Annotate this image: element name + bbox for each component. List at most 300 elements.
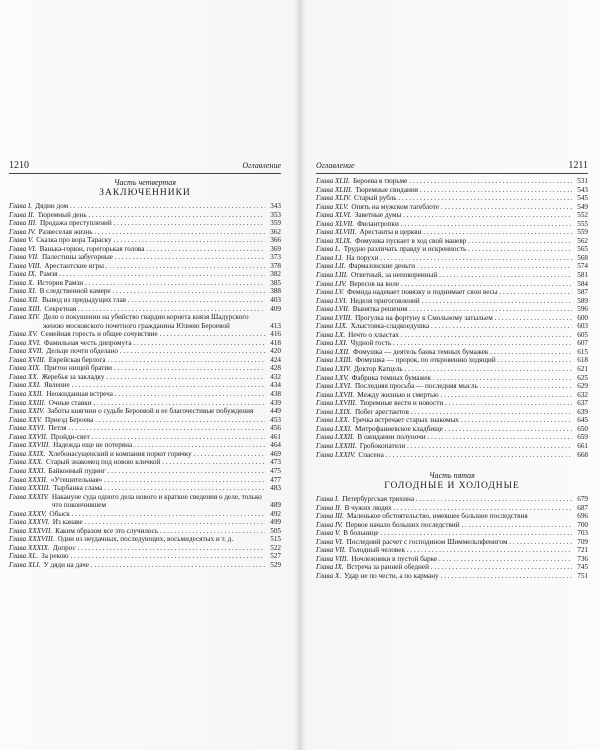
chapter-page: 639 [577,407,588,416]
chapter-title: Неожиданная встреча . . . [46,390,265,399]
chapter-title: Дело о покушении на убийство гвардии корнета князя Шадурского женою московского почетного гражданина Юлиею Бероевой [43,313,249,330]
chapter-label: Глава II. [9,210,35,219]
chapter-label: Глава XLII. [316,177,350,185]
running-title: Оглавление [242,161,281,170]
chapter-label: Глава XIII. [9,304,42,313]
chapter-title: Рамзя . . . [40,270,265,279]
chapter-label: Глава LXXI. [316,424,352,433]
chapter-page: 545 [577,194,588,203]
right-page [316,160,588,700]
running-title: Оглавление [316,161,355,170]
chapter-page: 420 [270,347,281,356]
chapter-page: 359 [270,219,281,228]
chapter-label: Глава XXI. [9,381,41,390]
chapter-title: Тюремный день . . . [38,211,265,220]
toc-entry [316,572,588,581]
chapter-label: Глава XL. [9,552,39,561]
chapter-label: Глава XVI. [9,338,41,347]
toc-entry [316,495,588,504]
chapter-title: Фомушка пускает в ход свой маневр . . . [355,237,572,246]
chapter-title: В следственной камере . . . [40,287,265,296]
chapter-page: 438 [270,390,281,399]
toc-entry [316,331,588,340]
toc-entry [316,322,588,331]
chapter-label: Глава XXXII. [9,475,48,484]
chapter-title: Опять на мужском тагеблоте . . . [351,203,572,212]
chapter-label: Глава LXI. [316,339,348,348]
toc-entry [9,219,281,228]
toc-entry [9,381,281,390]
chapter-title: Заботы княгини о судьбе Бероевой и ее благочестивые побуждения [47,407,254,416]
page-number: 1210 [9,160,29,171]
chapter-label: Глава LXXIV. [316,450,356,459]
chapter-label: Глава LXVI. [316,382,352,391]
chapter-title: Нечто о хлыстах . . . [348,331,572,340]
chapter-title: Вересов на воле . . . [350,280,572,289]
part-title: Часть четвертая [113,178,177,187]
toc-entry [9,279,281,288]
chapter-page: 449 [270,407,281,416]
chapter-label: Глава IX. [9,270,37,279]
toc-entry [9,484,281,493]
chapter-title: Ответный, за непокоренный . . . [351,271,572,280]
chapter-label: Глава I. [9,202,33,210]
chapter-page: 492 [270,509,281,518]
chapter-page: 600 [577,313,588,322]
toc-entry [9,330,281,339]
chapter-title: Палестины забугорные . . . [42,253,265,262]
chapter-label: Глава III. [316,512,344,521]
chapter-page: 416 [270,330,281,339]
chapter-page: 552 [577,211,588,220]
toc-entry [316,504,588,513]
chapter-label: Глава XLIII. [316,185,353,194]
chapter-title: Жеребья за закладку . . . [42,373,265,382]
chapter-page: 529 [270,560,281,569]
chapter-page: 661 [577,441,588,450]
toc-entry [316,228,588,237]
toc-entry [9,364,281,373]
chapter-label: Глава XXXIX. [9,543,50,552]
chapter-page: 721 [577,546,588,555]
chapter-title: История Рамзи . . . [37,279,265,288]
chapter-page: 625 [577,373,588,382]
section-title: ЗАКЛЮЧЕННИКИ [99,188,191,198]
left-page [9,160,281,700]
chapter-title: Хлебонасущенский и компания порют горячку . . . [48,450,265,459]
chapter-page: 522 [270,543,281,552]
chapter-label: Глава XXVII. [9,432,48,441]
chapter-title: Фамильная честь дипромута . . . [44,339,265,348]
chapter-title: Очные ставки . . . [49,399,265,408]
chapter-title: Трудно различать правду и искренность . . . [344,245,572,254]
toc-entry [9,561,281,570]
chapter-page: 637 [577,399,588,408]
chapter-title: Заветные думы . . . [355,211,572,220]
chapter-title: Фармазонские деньги . . . [349,262,572,271]
toc-list [316,495,588,580]
chapter-page: 403 [270,296,281,305]
chapter-title: Петербургская трихина . . . [342,495,572,504]
chapter-title: Дядин дом . . . [35,202,265,211]
chapter-label: Глава VIII. [316,554,349,563]
chapter-label: Глава LXII. [316,347,350,356]
toc-entry [9,262,281,271]
chapter-title: Первое начало больших последствий . . . [346,521,572,530]
chapter-title: Накануне суда одного дела нового и краткие сведения о деле, только что покончившем [51,492,262,510]
toc-entry [9,441,281,450]
toc-entry [9,476,281,485]
header-rule [9,173,281,174]
chapter-label: Глава XXXVIII. [9,535,55,544]
chapter-page: 696 [577,512,588,521]
chapter-title: Встреча за ранней обедней . . . [347,563,572,572]
chapter-title: Фомушка — пророк, по откровению ходящий . . . [355,356,572,365]
toc-entry [9,356,281,365]
chapter-title: Филантропки . . . [357,220,572,229]
chapter-page: 596 [577,305,588,314]
chapter-label: Глава XXXI. [9,466,46,475]
toc-entry [9,313,281,330]
toc-entry [316,237,588,246]
chapter-label: Глава VIII. [9,261,42,270]
chapter-label: Глава LI. [316,253,344,262]
chapter-page: 549 [577,202,588,211]
chapter-page: 555 [577,219,588,228]
toc-entry [316,280,588,289]
chapter-page: 515 [270,535,281,544]
chapter-title: Неделя пригоговлений . . . [350,297,572,306]
toc-entry [9,458,281,467]
toc-entry [9,253,281,262]
chapter-label: Глава VI. [316,537,344,546]
chapter-label: Глава LXX. [316,416,350,425]
chapter-page: 428 [270,364,281,373]
toc-entry [9,433,281,442]
chapter-label: Глава XXII. [9,390,44,399]
chapter-label: Глава XXVI. [9,424,46,433]
chapter-title: Арестантские игры . . . [44,262,265,271]
toc-entry [316,391,588,400]
toc-entry [316,177,588,186]
toc-entry [316,408,588,417]
chapter-label: Глава IV. [9,227,36,236]
chapter-label: Глава XXV. [9,415,43,424]
chapter-title: Голодный человек . . . [349,546,572,555]
chapter-label: Глава LVI. [316,296,348,305]
chapter-title: Арестанты в церкви . . . [359,228,572,237]
chapter-title: Старый рубль . . . [354,194,572,203]
toc-entry [9,211,281,220]
toc-entry [9,527,281,536]
toc-entry [316,356,588,365]
toc-entry [9,467,281,476]
chapter-page: 473 [270,458,281,467]
chapter-label: Глава VII. [9,253,39,262]
toc-entry [9,399,281,408]
chapter-title: Обыск . . . [49,510,265,519]
chapter-page: 703 [577,529,588,538]
chapter-label: Глава XV. [9,330,38,339]
chapter-title: Допрос . . . [53,544,265,553]
toc-entry [9,518,281,527]
toc-entry [316,365,588,374]
chapter-label: Глава LXIII. [316,356,353,365]
chapter-title: Ночлежники в пустой барке . . . [351,555,572,564]
chapter-label: Глава XII. [9,296,39,305]
toc-entry [316,254,588,263]
chapter-title: Фомушка — деятель банка темных бумажек . . . [353,348,572,357]
toc-entry [9,493,281,510]
chapter-label: Глава LXXII. [316,433,355,442]
chapter-label: Глава II. [316,503,342,512]
chapter-title: Притон нищей братии . . . [44,364,265,373]
chapter-label: Глава XXIII. [9,398,46,407]
toc-entry [316,211,588,220]
chapter-label: Глава XLIV. [316,194,352,203]
chapter-title: Удар не по чести, а по карману . . . [344,572,572,581]
toc-entry [316,305,588,314]
toc-entry [316,442,588,451]
chapter-title: Последняя просьба — последняя мысль . . . [355,382,572,391]
chapter-page: 456 [270,424,281,433]
toc-entry [316,203,588,212]
chapter-page: 434 [270,381,281,390]
chapter-label: Глава L. [316,245,341,254]
chapter-title: Ванька-горюн, горегорькая голова . . . [40,245,265,254]
toc-entry [9,228,281,237]
toc-entry [9,407,281,416]
chapter-page: 709 [577,537,588,546]
part-title: Часть пятая [429,471,475,481]
chapter-label: Глава LVIII. [316,313,353,322]
chapter-page: 373 [270,253,281,262]
chapter-title: Бероева в тюрьме . . . [353,177,572,186]
chapter-label: Глава LVII. [316,305,350,314]
chapter-label: Глава XXXIV. [9,492,49,501]
chapter-page: 589 [577,296,588,305]
chapter-page: 605 [577,330,588,339]
chapter-label: Глава LXV. [316,373,349,382]
toc-entry [9,552,281,561]
chapter-page: 385 [270,278,281,287]
toc-entry [316,314,588,323]
chapter-label: Глава XLI. [9,560,41,569]
toc-entry [9,296,281,305]
chapter-label: Глава LXVIII. [316,399,357,408]
toc-entry [316,529,588,538]
toc-entry [9,202,281,211]
chapter-title: Хлыстовка-сладкоедушка . . . [351,322,572,331]
toc-entry [316,555,588,564]
chapter-page: 621 [577,365,588,374]
chapter-label: Глава XLVIII. [316,228,357,237]
toc-list [9,202,281,570]
chapter-label: Глава XXIV. [9,407,45,416]
chapter-label: Глава VI. [9,244,37,253]
toc-entry [316,451,588,460]
chapter-title: Спасена . . . [358,451,572,460]
chapter-title: Развеселая жизнь . . . [39,228,265,237]
chapter-title: Последний расчет с господином Шиммельпфенигом . . . [347,538,572,547]
chapter-page: 603 [577,322,588,331]
chapter-title: Фабрика темных бумажек . . . [352,374,572,383]
chapter-title: Побег арестантов . . . [355,408,572,417]
chapter-page: 489 [270,501,281,510]
toc-entry [9,373,281,382]
chapter-label: Глава IV. [316,520,343,529]
chapter-label: Глава XI. [9,287,37,296]
chapter-label: Глава XLVII. [316,219,355,228]
toc-entry [316,425,588,434]
chapter-label: Глава LXXIII. [316,441,357,450]
chapter-title: Маленькое обстоятельство, имевшее большие последствия [346,512,528,521]
chapter-title: Митрофаниевское кладбище . . . [355,425,572,434]
chapter-label: Глава XLIX. [316,236,352,245]
chapter-page: 531 [577,177,588,185]
chapter-label: Глава XXXV. [9,509,47,518]
header-rule [316,173,588,174]
chapter-title: Чудной гость . . . [351,339,572,348]
chapter-title: Прогулка на фортуну к Смольному затыльем . . . [355,314,572,323]
chapter-page: 679 [577,495,588,504]
chapter-label: Глава LV. [316,288,344,297]
chapter-label: Глава XIX. [9,364,41,373]
chapter-page: 366 [270,236,281,245]
spacer [316,459,588,467]
toc-entry [316,186,588,195]
toc-entry [9,390,281,399]
chapter-label: Глава VII. [316,546,346,555]
chapter-title: Вывод из предыдущих глав . . . [42,296,265,305]
chapter-page: 343 [270,202,281,210]
chapter-title: Из канаве . . . [53,518,265,527]
chapter-page: 369 [270,244,281,253]
chapter-label: Глава X. [9,278,35,287]
left-running-head [9,160,281,172]
chapter-label: Глава XLVI. [316,211,352,220]
chapter-title: Приезд Бероева . . . [45,416,265,425]
chapter-page: 618 [577,356,588,365]
chapter-title: Вынятка решения . . . [353,305,572,314]
chapter-page: 439 [270,398,281,407]
chapter-label: Глава XX. [9,372,39,381]
chapter-title: Доктор Катцель . . . [354,365,572,374]
chapter-title: Тюремные вести и новости . . . [360,399,572,408]
chapter-title: У дяди на даче . . . [44,561,265,570]
chapter-label: Глава X. [316,571,342,580]
chapter-label: Глава LIX. [316,322,348,331]
toc-entry [9,245,281,254]
chapter-label: Глава XXX. [9,458,43,467]
toc-entry [9,305,281,314]
chapter-title: Продажа преступлений . . . [40,219,265,228]
chapter-label: Глава LII. [316,262,346,271]
chapter-page: 362 [270,227,281,236]
toc-entry [316,521,588,530]
chapter-page: 581 [577,271,588,280]
chapter-title: За рекою . . . [41,552,265,561]
toc-entry [9,510,281,519]
toc-entry [9,270,281,279]
toc-entry [316,194,588,203]
chapter-page: 409 [270,304,281,313]
chapter-title: Тюремные свидания . . . [355,186,572,195]
toc-entry [9,450,281,459]
chapter-page: 477 [270,475,281,484]
chapter-page: 632 [577,390,588,399]
chapter-page: 378 [270,261,281,270]
chapter-label: Глава XIV. [9,313,41,322]
page-number: 1211 [568,160,588,171]
chapter-title: Пройди-свет . . . [51,433,265,442]
toc-entry [316,382,588,391]
chapter-title: Тырбанка слама . . . [53,484,265,493]
chapter-page: 388 [270,287,281,296]
toc-entry [316,512,588,521]
chapter-title: Гробокопатели . . . [360,442,572,451]
chapter-page: 584 [577,279,588,288]
chapter-title: Дельце почти обделано . . . [46,347,265,356]
chapter-page: 382 [270,270,281,279]
chapter-label: Глава XXXIII. [9,484,51,493]
toc-list [316,177,588,459]
toc-entry [316,538,588,547]
chapter-page: 736 [577,554,588,563]
chapter-title: «Утешительная» . . . [51,476,265,485]
chapter-page: 700 [577,520,588,529]
chapter-page: 424 [270,355,281,364]
toc-entry [316,374,588,383]
chapter-title: Между жизнью и смертью . . . [357,391,572,400]
toc-entry [316,563,588,572]
toc-entry [9,287,281,296]
chapter-page: 562 [577,236,588,245]
chapter-page: 559 [577,228,588,237]
chapter-title: Надежда еще не потеряна . . . [53,441,265,450]
chapter-label: Глава XXXVI. [9,518,50,527]
chapter-page: 574 [577,262,588,271]
chapter-label: Глава XXVIII. [9,441,51,450]
chapter-page: 505 [270,526,281,535]
toc-entry [316,399,588,408]
toc-entry [316,348,588,357]
chapter-page: 645 [577,416,588,425]
chapter-label: Глава I. [316,495,340,504]
chapter-title: Гречка встречает старых знакомых . . . [353,416,572,425]
chapter-title: На порухи . . . [346,254,572,263]
chapter-page: 615 [577,347,588,356]
chapter-page: 464 [270,441,281,450]
toc-entry [9,535,281,544]
chapter-label: Глава LX. [316,330,346,339]
chapter-page: 565 [577,245,588,254]
chapter-page: 745 [577,563,588,572]
toc-entry [9,416,281,425]
chapter-label: Глава V. [9,236,34,245]
chapter-page: 469 [270,449,281,458]
chapter-label: Глава LXIX. [316,407,352,416]
chapter-page: 587 [577,288,588,297]
chapter-page: 499 [270,518,281,527]
chapter-page: 453 [270,415,281,424]
chapter-page: 413 [270,321,281,330]
toc-entry [316,416,588,425]
toc-entry [9,339,281,348]
toc-entry [316,271,588,280]
chapter-title: Секретная . . . [44,305,265,314]
toc-entry [9,236,281,245]
